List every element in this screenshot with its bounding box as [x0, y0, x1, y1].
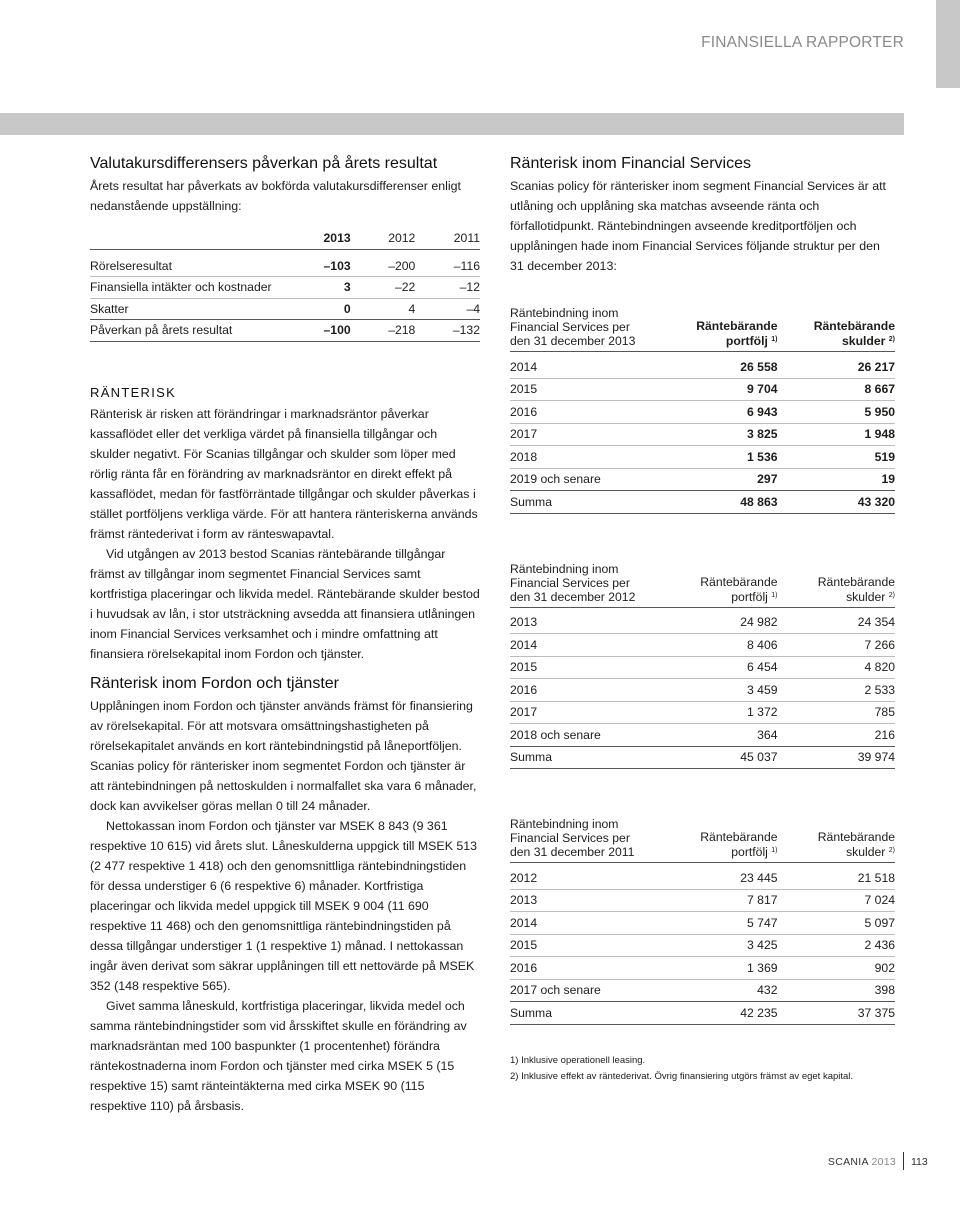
footer: [827, 1152, 896, 1172]
fs-table-header: [510, 562, 895, 608]
fs-row: [510, 446, 895, 469]
fs-col-label: Räntebindning inom Financial Services per den 31 december 2011: [510, 817, 635, 859]
fs-col-liabilities: Räntebärande skulder $^{2)}$: [817, 830, 895, 859]
fs-row-label: 2015: [510, 382, 538, 397]
fs-row-label: Summa: [510, 750, 552, 765]
footer-brand: SCANIA: [827, 1156, 869, 1168]
fs-row-label: 2014: [510, 915, 538, 930]
fs-liabilities-value: 7 024: [864, 893, 895, 908]
fs-liabilities-value: 2 436: [864, 938, 895, 953]
fx-row: [90, 256, 480, 277]
fx-value: 4: [408, 301, 416, 316]
fs-row-label: Summa: [510, 1005, 552, 1020]
fs-row: [510, 957, 895, 980]
fx-value: 3: [343, 280, 351, 295]
fs-portfolio-value: 1 536: [747, 449, 778, 464]
footnotes: [510, 1053, 895, 1085]
fs-row-label: 2013: [510, 893, 538, 908]
fs-row: [510, 423, 895, 446]
fs-row: [510, 912, 895, 935]
footnote-2: 2) Inklusive effekt av räntederivat. Övrig finansiering utgörs främst av eget kapital.: [510, 1070, 854, 1082]
risk-heading: RÄNTERISK: [90, 384, 177, 400]
header-band: [0, 113, 904, 135]
fs-liabilities-value: 8 667: [864, 382, 895, 397]
fx-value: 0: [343, 301, 351, 316]
fs-col-label: Räntebindning inom Financial Services per den 31 december 2013: [510, 306, 636, 348]
fs-portfolio-value: 48 863: [740, 494, 778, 509]
fx-intro: Årets resultat har påverkats av bokförda valutakursdifferenser enligt nedanstående uppställning:: [90, 179, 461, 213]
fx-row-label: Påverkan på årets resultat: [90, 323, 233, 338]
fs-portfolio-value: 3 425: [747, 938, 778, 953]
fs-row-label: 2013: [510, 615, 538, 630]
fs-row: [510, 867, 895, 889]
fs-liabilities-value: 5 097: [864, 915, 895, 930]
risk-paragraph-1: Ränterisk är risken att förändringar i marknadsräntor påverkar kassaflödet eller det verkliga värdet på finansiella tillgångar och skulder negativt. För Scanias tillgångar och skulder som löper med rörlig ränta får en förändring av marknadsräntor en direkt effekt på kassaflödet, medan för fastförräntade tillgångar och skulder påverkas i stället portföljens verkliga värde. För att hantera ränteriskerna används främst räntederivat i form av ränteswapavtal.: [90, 406, 478, 541]
vehicle-heading: Ränterisk inom Fordon och tjänster: [90, 674, 339, 692]
fs-portfolio-value: 23 445: [740, 870, 778, 885]
fs-row-label: 2017: [510, 427, 538, 442]
fx-value: –218: [388, 323, 416, 338]
fx-year-col: 2011: [453, 231, 480, 246]
fs-row-label: Summa: [510, 494, 552, 509]
footer-divider: [903, 1152, 904, 1170]
fs-liabilities-value: 216: [874, 727, 895, 742]
footnote-1: 1) Inklusive operationell leasing.: [510, 1054, 646, 1066]
fx-value: –103: [323, 258, 351, 273]
fs-portfolio-value: 6 943: [747, 404, 778, 419]
fx-value: –22: [394, 280, 416, 295]
fs-liabilities-value: 21 518: [857, 870, 895, 885]
fs-liabilities-value: 519: [874, 449, 895, 464]
fs-portfolio-value: 24 982: [740, 615, 778, 630]
fs-row: [510, 378, 895, 401]
fs-paragraph: Scanias policy för ränterisker inom segment Financial Services är att utlåning och upplåning ska matchas avseende ränta och förfallotidpunkt. Räntebindningen avseende kreditportföljen och upplåningen hade inom Financial Services följande struktur per den 31 december 2013:: [510, 179, 887, 273]
fs-row-label: 2014: [510, 637, 538, 652]
fs-row-label: 2014: [510, 359, 538, 374]
fs-row: [510, 356, 895, 378]
fs-col-liabilities: Räntebärande skulder $^{2)}$: [817, 574, 895, 604]
fs-row: [510, 979, 895, 1002]
fx-row-label: Skatter: [90, 301, 129, 316]
fs-portfolio-value: 6 454: [747, 660, 778, 675]
right-column: [510, 154, 895, 1085]
fs-total-row: [510, 1002, 895, 1025]
fx-year-col: 2012: [388, 231, 416, 246]
fx-row: [90, 277, 480, 299]
fs-liabilities-value: 43 320: [857, 494, 895, 509]
fx-row: [90, 298, 480, 320]
fs-portfolio-value: 5 747: [747, 915, 778, 930]
fs-table-header: [510, 306, 895, 352]
fx-total-row: [90, 320, 480, 342]
fs-portfolio-value: 3 459: [747, 682, 778, 697]
fs-portfolio-value: 432: [757, 983, 778, 998]
fs-row-label: 2018 och senare: [510, 727, 601, 742]
fx-value: –4: [466, 301, 480, 316]
fx-value: –200: [388, 258, 416, 273]
fs-col-label: Räntebindning inom Financial Services per den 31 december 2012: [510, 561, 636, 604]
fs-portfolio-value: 26 558: [740, 359, 778, 374]
fs-row-label: 2018: [510, 449, 538, 464]
fs-row: [510, 656, 895, 679]
section-header: FINANSIELLA RAPPORTER: [701, 34, 904, 51]
fs-liabilities-value: 7 266: [864, 637, 895, 652]
fx-year-col: 2013: [323, 231, 351, 246]
fs-row: [510, 401, 895, 424]
fs-row-label: 2015: [510, 938, 538, 953]
footer-year: 2013: [871, 1156, 896, 1168]
fs-row-label: 2017 och senare: [510, 983, 601, 998]
left-column: [90, 154, 480, 1116]
fs-row-label: 2015: [510, 660, 538, 675]
fs-portfolio-value: 9 704: [747, 382, 778, 397]
fs-liabilities-value: 24 354: [857, 615, 895, 630]
fs-liabilities-value: 26 217: [857, 359, 895, 374]
fx-row-label: Finansiella intäkter och kostnader: [90, 280, 272, 295]
fs-portfolio-value: 1 372: [747, 705, 778, 720]
fs-row-label: 2012: [510, 870, 538, 885]
fs-liabilities-value: 2 533: [864, 682, 895, 697]
page-number: 113: [911, 1156, 928, 1168]
fs-col-portfolio: Räntebärande portfölj $^{1)}$: [696, 319, 778, 348]
fs-row: [510, 889, 895, 912]
vehicle-paragraph-2: Nettokassan inom Fordon och tjänster var MSEK 8 843 (9 361 respektive 10 615) vid årets slut. Låneskulderna uppgick till MSEK 513 (2 477 respektive 1 418) och den genomsnittliga räntebindningstiden för dessa understiger 6 (6 respektive 6) månader. Kortfristiga placeringar och likvida medel uppgick till MSEK 9 004 (11 690 respektive 11 468) och den genomsnittliga räntebindningstiden på dessa tillgångar understiger 1 (1 respektive 1) månad. I nettokassan ingår även derivat som säkrar upplåningen till ett nettovärde på MSEK 352 (148 respektive 565).: [90, 818, 478, 993]
fs-portfolio-value: 42 235: [740, 1005, 778, 1020]
fs-liabilities-value: 398: [874, 983, 895, 998]
fs-liabilities-value: 19: [881, 472, 895, 487]
corner-decoration: [936, 0, 960, 88]
fs-row: [510, 934, 895, 957]
fs-row-label: 2016: [510, 682, 538, 697]
fs-heading: Ränterisk inom Financial Services: [510, 155, 751, 172]
fs-portfolio-value: 8 406: [747, 637, 778, 652]
fs-row-label: 2017: [510, 705, 538, 720]
fs-row-label: 2016: [510, 404, 538, 419]
fs-portfolio-value: 7 817: [747, 893, 778, 908]
fs-col-portfolio: Räntebärande portfölj $^{1)}$: [700, 574, 778, 604]
fs-liabilities-value: 5 950: [864, 404, 895, 419]
fs-table-2: [510, 817, 895, 1025]
fs-row: [510, 701, 895, 724]
fx-value: –132: [452, 323, 480, 338]
fx-value: –12: [459, 280, 480, 295]
fs-total-row: [510, 746, 895, 769]
fs-portfolio-value: 364: [757, 727, 778, 742]
fs-row: [510, 612, 895, 634]
fs-total-row: [510, 491, 895, 514]
fs-row-label: 2019 och senare: [510, 472, 601, 487]
fx-table-header: [90, 228, 480, 249]
fs-liabilities-value: 785: [874, 705, 895, 720]
fx-table: [90, 228, 480, 342]
fs-table-0: [510, 306, 895, 514]
risk-paragraph-2: Vid utgången av 2013 bestod Scanias räntebärande tillgångar främst av tillgångar inom segmentet Financial Services samt kortfristiga placeringar och likvida medel. Räntebärande skulder bestod i huvudsak av lån, i stor utsträckning avsedda att finansiera utlåningen inom Financial Services verksamhet och i mindre omfattning att finansiera rörelsekapital inom Fordon och tjänster.: [90, 546, 480, 661]
fs-row-label: 2016: [510, 960, 538, 975]
fs-table-header: [510, 817, 895, 863]
fx-heading: Valutakursdifferensers påverkan på årets resultat: [90, 155, 438, 172]
fs-portfolio-value: 45 037: [740, 750, 778, 765]
fs-liabilities-value: 37 375: [857, 1005, 895, 1020]
fs-table-1: [510, 562, 895, 770]
fx-value: –116: [453, 258, 480, 273]
fs-liabilities-value: 4 820: [864, 660, 895, 675]
fs-row: [510, 634, 895, 657]
fs-portfolio-value: 1 369: [747, 960, 778, 975]
fx-value: –100: [323, 323, 351, 338]
fs-row: [510, 468, 895, 491]
fs-liabilities-value: 1 948: [864, 427, 895, 442]
fx-row-label: Rörelseresultat: [90, 258, 172, 273]
vehicle-paragraph-1: Upplåningen inom Fordon och tjänster används främst för finansiering av rörelsekapital. För att motsvara omsättningshastigheten på rörelsekapitalet används en kort räntebindningstid på låneportföljen. Scanias policy för ränterisker inom segmentet Fordon och tjänster är att räntebindningen på nettoskulden i normalfallet ska vara 6 månader, dock kan avvikelser göras mellan 0 till 24 månader.: [90, 698, 477, 813]
fs-col-liabilities: Räntebärande skulder $^{2)}$: [813, 319, 895, 348]
fs-portfolio-value: 297: [757, 472, 778, 487]
fs-liabilities-value: 902: [874, 960, 895, 975]
fs-col-portfolio: Räntebärande portfölj $^{1)}$: [700, 830, 778, 859]
vehicle-paragraph-3: Givet samma låneskuld, kortfristiga placeringar, likvida medel och samma räntebindningstider som vid årsskiftet skulle en förändring av marknadsräntan med 100 baspunkter (1 procentenhet) förändra räntekostnaderna inom Fordon och tjänster med cirka MSEK 5 (15 respektive 15) samt ränteintäkterna med cirka MSEK 90 (115 respektive 110) på årsbasis.: [90, 998, 467, 1113]
fs-row: [510, 679, 895, 702]
fs-row: [510, 724, 895, 747]
fs-liabilities-value: 39 974: [857, 750, 895, 765]
fs-portfolio-value: 3 825: [747, 427, 778, 442]
fs-tables: [510, 306, 895, 1025]
